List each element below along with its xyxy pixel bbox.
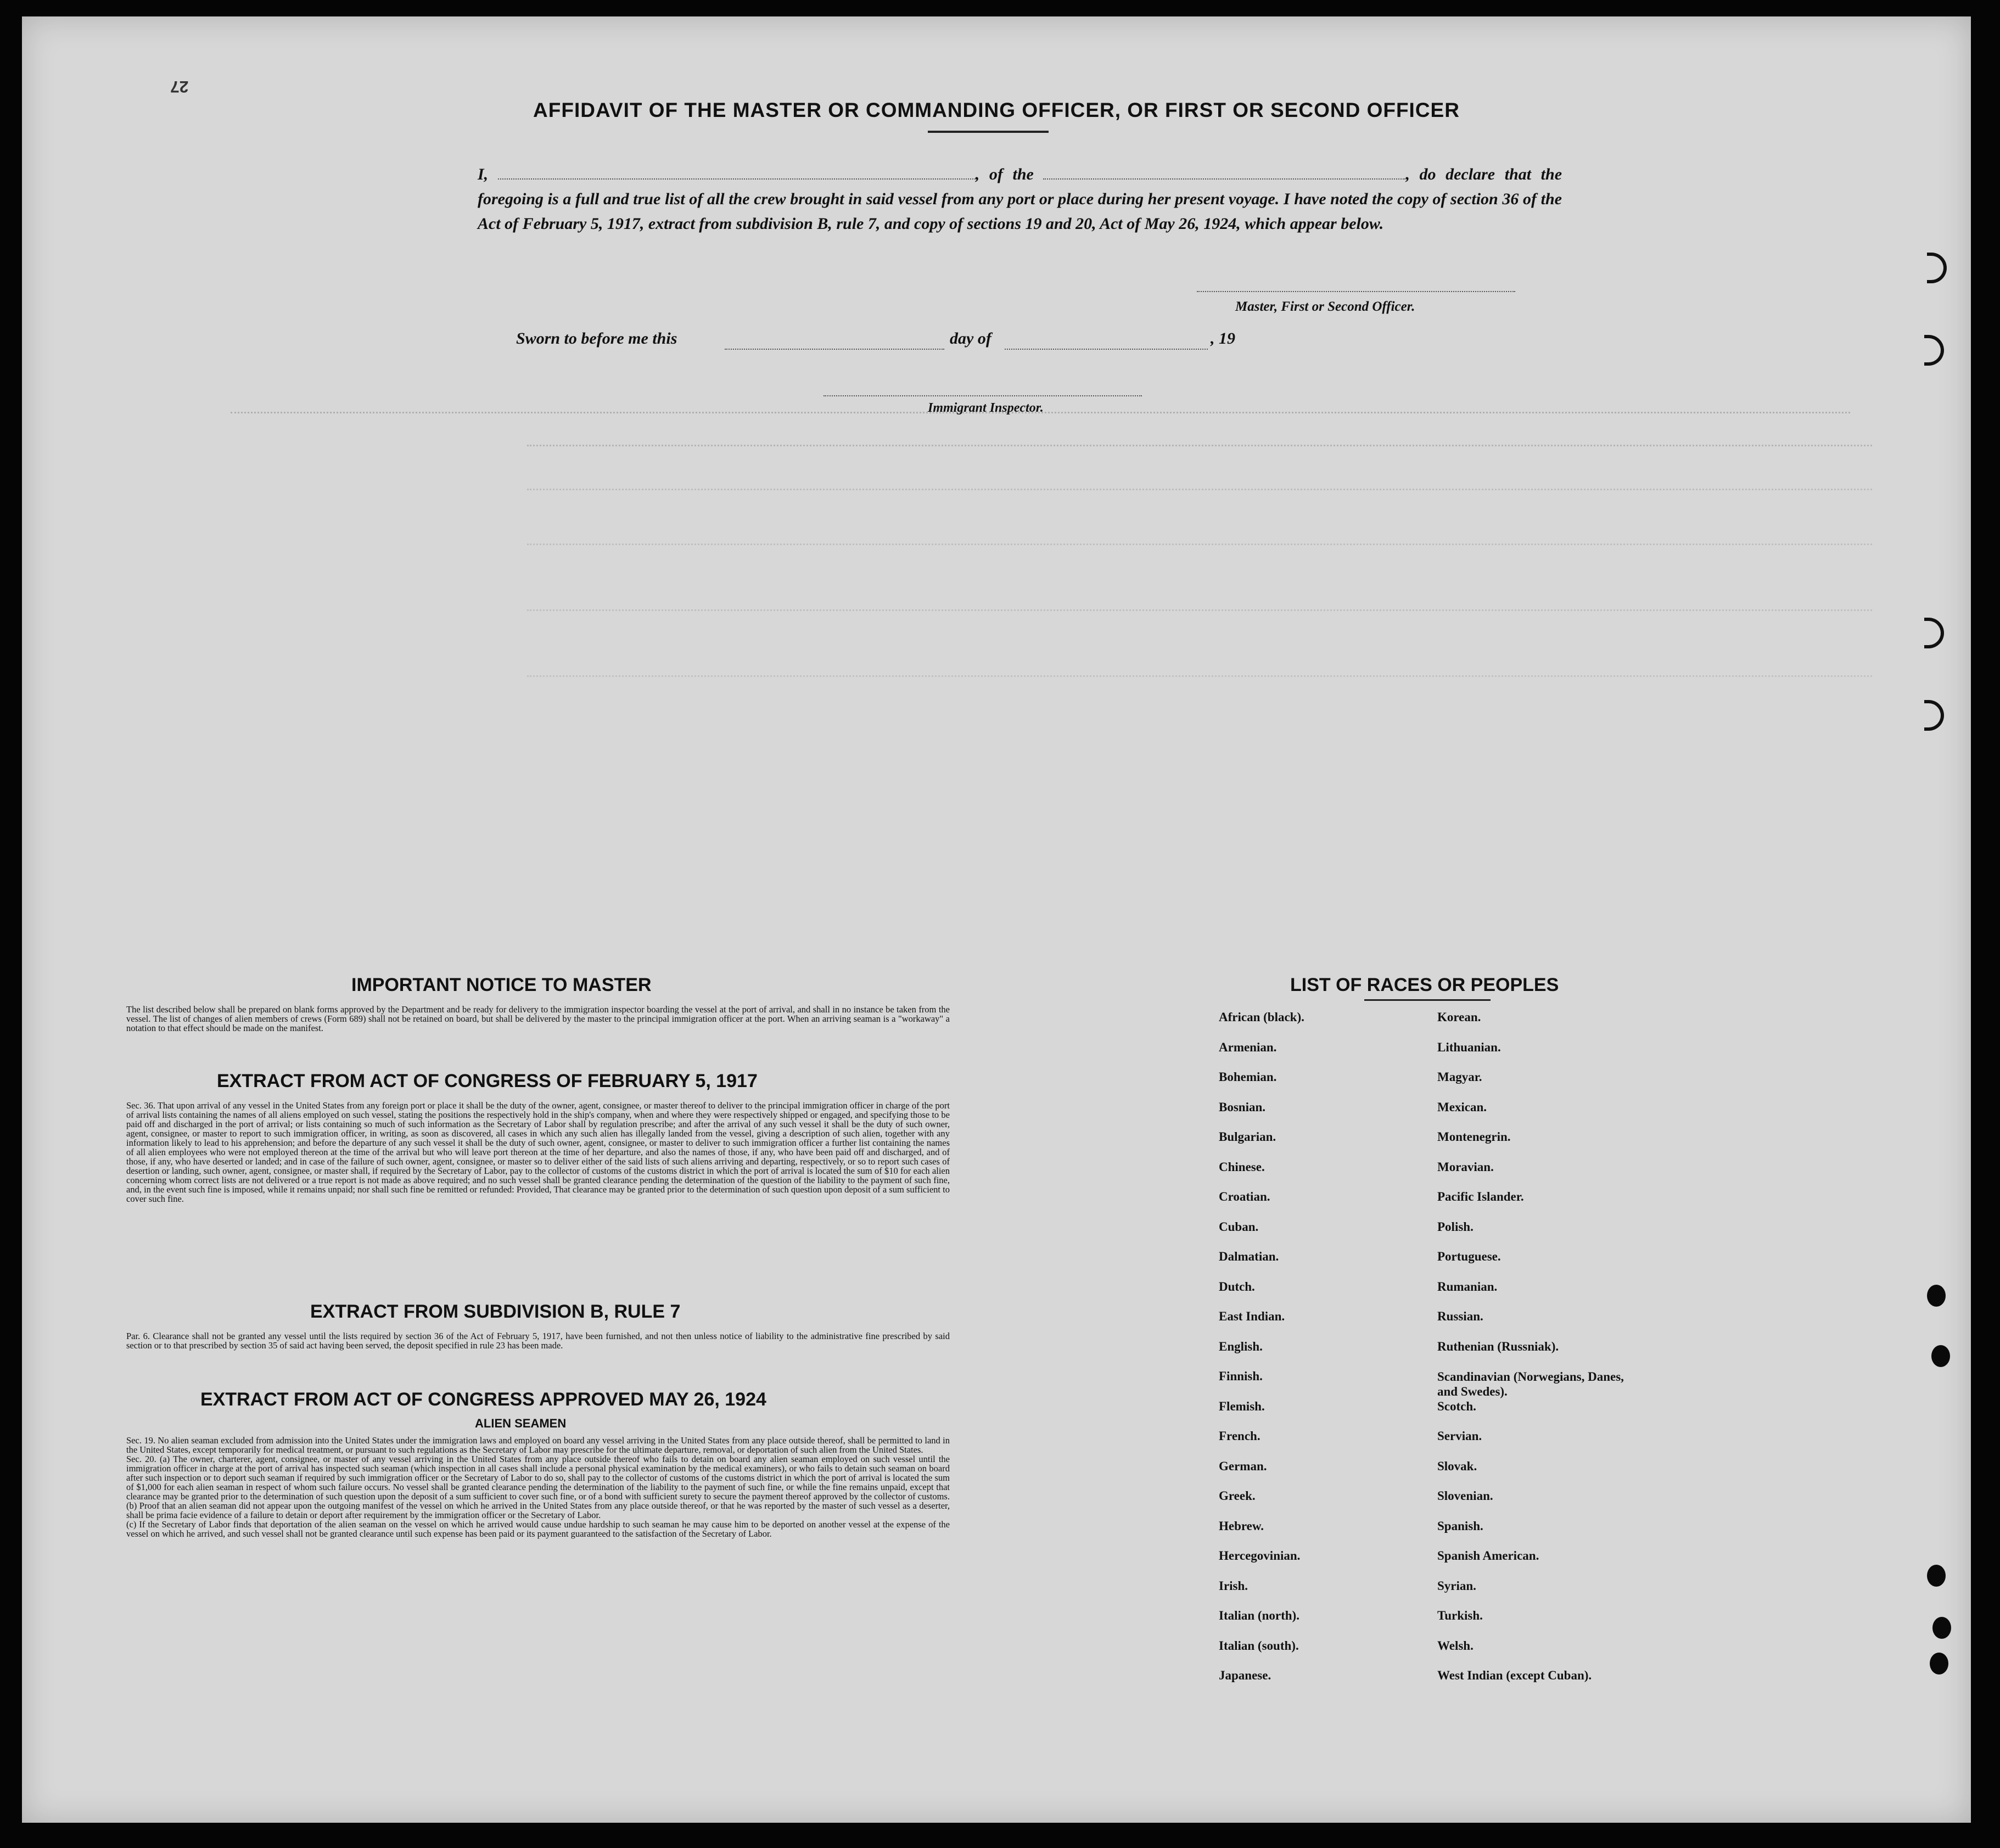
binder-clip-icon (1924, 700, 1944, 731)
affidavit-title: AFFIDAVIT OF THE MASTER OR COMMANDING OFFICER, OR FIRST OR SECOND OFFICER (533, 99, 1460, 121)
race-item: Cuban. (1219, 1219, 1259, 1234)
race-item: Slovenian. (1437, 1489, 1493, 1503)
races-column-1 (1219, 1010, 1304, 1699)
races-column-2 (1437, 1010, 1646, 1699)
punch-hole-icon (1931, 1345, 1950, 1367)
race-item: Welsh. (1437, 1638, 1474, 1653)
alien-seamen-subheading: ALIEN SEAMEN (475, 1416, 567, 1430)
declarant-prefix: I, (478, 165, 489, 183)
sworn-month-field[interactable] (1005, 349, 1208, 350)
race-item: Montenegrin. (1437, 1130, 1511, 1144)
inspector-signature-line[interactable] (823, 395, 1142, 396)
year-prefix-label: , 19 (1211, 329, 1235, 348)
race-item: East Indian. (1219, 1309, 1285, 1323)
inspector-label: Immigrant Inspector. (928, 401, 1044, 415)
race-item: West Indian (except Cuban). (1437, 1668, 1592, 1682)
title-rule (928, 131, 1049, 133)
binder-clip-icon (1927, 253, 1947, 283)
race-item: Italian (south). (1219, 1638, 1299, 1653)
sworn-label: Sworn to before me this (516, 329, 677, 348)
race-item: Bosnian. (1219, 1100, 1266, 1114)
race-item: Hebrew. (1219, 1519, 1264, 1533)
race-item: English. (1219, 1339, 1263, 1353)
extract-1917-heading: EXTRACT FROM ACT OF CONGRESS OF FEBRUARY 5, 1917 (217, 1071, 758, 1091)
section-19-text: Sec. 19. No alien seaman excluded from admission into the United States under the immigration laws and employed on board any vessel arriving in the United States from any place outside thereof, shall be permitted to land in the United States, except temporarily for medical treatment, or pursuant to such regulations as the Secretary of Labor may prescribe for the ultimate departure, removal, or deportation of such alien from the United States. (126, 1435, 950, 1455)
punch-hole-icon (1927, 1565, 1946, 1587)
notice-heading: IMPORTANT NOTICE TO MASTER (351, 975, 652, 995)
race-item: Scotch. (1437, 1399, 1476, 1413)
master-signature-line[interactable] (1197, 291, 1515, 292)
race-item: Ruthenian (Russniak). (1437, 1339, 1559, 1353)
race-item: African (black). (1219, 1010, 1304, 1024)
race-item: Scandinavian (Norwegians, Danes, and Swedes). (1437, 1370, 1624, 1398)
race-item: Chinese. (1219, 1160, 1265, 1174)
punch-hole-icon (1930, 1653, 1948, 1675)
race-item: Pacific Islander. (1437, 1190, 1524, 1203)
race-item: Turkish. (1437, 1609, 1483, 1622)
race-item: Croatian. (1219, 1190, 1270, 1203)
declaration-block (478, 162, 1562, 236)
binder-clip-icon (1924, 618, 1944, 648)
race-item: Magyar. (1437, 1070, 1482, 1084)
race-item: Hercegovinian. (1219, 1549, 1301, 1563)
race-item: Armenian. (1219, 1040, 1277, 1054)
sworn-day-field[interactable] (725, 349, 944, 350)
extract-1924-heading: EXTRACT FROM ACT OF CONGRESS APPROVED MAY 26, 1924 (200, 1389, 766, 1410)
declarant-name-field[interactable] (498, 178, 976, 180)
extract-rule7-heading: EXTRACT FROM SUBDIVISION B, RULE 7 (310, 1301, 681, 1322)
binder-clip-icon (1924, 335, 1944, 366)
race-item: Dutch. (1219, 1279, 1255, 1293)
race-item: Bohemian. (1219, 1070, 1277, 1084)
races-heading-rule (1364, 999, 1491, 1001)
race-item: Moravian. (1437, 1160, 1494, 1174)
race-item: Lithuanian. (1437, 1040, 1501, 1054)
do-declare-label: , do declare (1405, 165, 1495, 183)
race-item: Italian (north). (1219, 1609, 1299, 1622)
race-item: Finnish. (1219, 1369, 1263, 1383)
race-item: Korean. (1437, 1010, 1481, 1024)
races-heading: LIST OF RACES OR PEOPLES (1290, 975, 1559, 995)
race-item: Irish. (1219, 1578, 1248, 1593)
race-item: Rumanian. (1437, 1279, 1498, 1293)
vessel-name-field[interactable] (1043, 178, 1405, 180)
punch-hole-icon (1927, 1285, 1946, 1307)
extract-rule7-text: Par. 6. Clearance shall not be granted any vessel until the lists required by section 36 of the Act of February 5, 1917, have been furnished, and not then unless notice of liability to the administrative fine prescribed by said section or to that prescribed by section 35 of said act having been served, the deposit specified in rule 23 has been made. (126, 1331, 950, 1351)
section-20c-text: (c) If the Secretary of Labor finds that deportation of the alien seaman on the vessel on which he arrived would cause undue hardship to such seaman he may cause him to be deported on another vessel at the expense of the vessel on which he arrived, and such vessel shall not be granted clearance until such expense has been paid or its payment guaranteed to the satisfaction of the Secretary of Labor. (126, 1519, 950, 1539)
race-item: Polish. (1437, 1219, 1474, 1234)
race-item: Flemish. (1219, 1399, 1265, 1413)
race-item: Spanish American. (1437, 1549, 1539, 1563)
manifest-page (22, 16, 1971, 1823)
extract-1924-text (126, 1436, 950, 1538)
section-20a-text: Sec. 20. (a) The owner, charterer, agent, consignee, or master of any vessel arriving in the United States from any place outside thereof who fails to detain on board any alien seaman employed on such vessel until the immigration officer in charge at the port of arrival has inspected such seaman (which inspection in all cases shall include a personal physical examination by the medical examiners), or who fails to detain such seaman on board after such inspection or to deport such seaman if required by such immigration officer or the Secretary of Labor to do so, shall pay to the collector of customs of the customs district in which the port of arrival is located the sum of $1,000 for each alien seaman in respect of whom such failure occurs. No vessel shall be granted clearance pending the determination of the liability to the payment of such fine, or while the fine remains unpaid, except that clearance may be granted prior to the determination of such question upon the deposit of a sum sufficient to cover such fine, or of a bond with sufficient surety to secure the payment thereof approved by the collector of customs. (126, 1454, 950, 1502)
race-item: Mexican. (1437, 1100, 1487, 1114)
race-item: French. (1219, 1429, 1260, 1443)
extract-1917-text: Sec. 36. That upon arrival of any vessel in the United States from any foreign port or place it shall be the duty of the owner, agent, consignee, or master thereof to deliver to the principal immigration officer in charge of the port of arrival lists containing the names of all aliens employed on such vessel, stating the positions the respectively hold in the ship's company, when and where they were respectively shipped or engaged, and specifying those to be paid off and discharged in the port of arrival; or lists containing so much of such information as the Secretary of Labor shall by regulation prescribe; and after the arrival of any such vessel it shall be the duty of such owner, agent, consignee, or master to report to such immigration officer, in writing, as soon as discovered, all cases in which any such alien has illegally landed from the vessel, giving a description of such alien, together with any information likely to lead to his apprehension; and before the departure of any such vessel it shall be the duty of such owner, agent, consignee, or master to deliver to such immigration officer a further list containing the names of all alien employees who were not employed thereon at the time of the arrival but who will leave port thereon at the time of her departure, and also the names of those, if any, who have been paid off and discharged, and of those, if any, who have deserted or landed; and in case of the failure of such owner, agent, consignee, or master so to deliver either of the said lists of such aliens arriving and departing, respectively, or so to report such cases of desertion or landing, such owner, agent, consignee, or master shall, if required by the Secretary of Labor, pay to the collector of customs of the customs district in which the port of arrival is located the sum of $10 for each alien concerning whom correct lists are not delivered or a true report is not made as above required; and no such vessel shall be granted clearance pending the determination of the question of the liability to the payment of such fine, and, in the event such fine is imposed, while it remains unpaid; nor shall such fine be remitted or refunded: Provided, That clearance may be granted prior to the determination of such question upon deposit of a sum sufficient to cover such fine. (126, 1100, 950, 1204)
race-item: Slovak. (1437, 1459, 1477, 1473)
section-20b-text: (b) Proof that an alien seaman did not appear upon the outgoing manifest of the vessel on which he arrived in the United States from any place outside thereof, or that he was reported by the master of such vessel as a deserter, shall be prima facie evidence of a failure to detain or deport after requirement by the immigration officer or the Secretary of Labor. (126, 1500, 950, 1520)
punch-hole-icon (1932, 1617, 1951, 1639)
master-signature-label: Master, First or Second Officer. (1235, 299, 1415, 314)
race-item: Dalmatian. (1219, 1250, 1279, 1263)
race-item: Servian. (1437, 1429, 1482, 1443)
race-item: Portuguese. (1437, 1250, 1501, 1263)
race-item: Bulgarian. (1219, 1130, 1276, 1144)
day-of-label: day of (950, 329, 991, 348)
page-number: 27 (170, 77, 189, 96)
race-item: Greek. (1219, 1489, 1256, 1503)
race-item: Japanese. (1219, 1668, 1271, 1682)
race-item: Spanish. (1437, 1519, 1483, 1533)
race-item: German. (1219, 1459, 1267, 1473)
declaration-text: that the foregoing is a full and true list of all the crew brought in said vessel from any port or place during her present voyage. I have noted the copy of section 36 of the Act of February 5, 1917, extract from subdivision B, rule 7, and copy of sections 19 and 20, Act of May 26, 1924, which appear below. (478, 165, 1562, 233)
race-item: Syrian. (1437, 1578, 1476, 1593)
race-item: Russian. (1437, 1309, 1483, 1323)
of-the-label: , of the (975, 165, 1034, 183)
notice-text: The list described below shall be prepared on blank forms approved by the Department and be ready for delivery to the immigration inspector boarding the vessel at the port of arrival, and shall in no instance be taken from the vessel. The list of changes of alien members of crews (Form 689) shall not be retained on board, but shall be delivered by the master to the principal immigration officer at the port. When an arriving seaman is a "workaway" a notation to that effect should be made on the manifest. (126, 1004, 950, 1033)
